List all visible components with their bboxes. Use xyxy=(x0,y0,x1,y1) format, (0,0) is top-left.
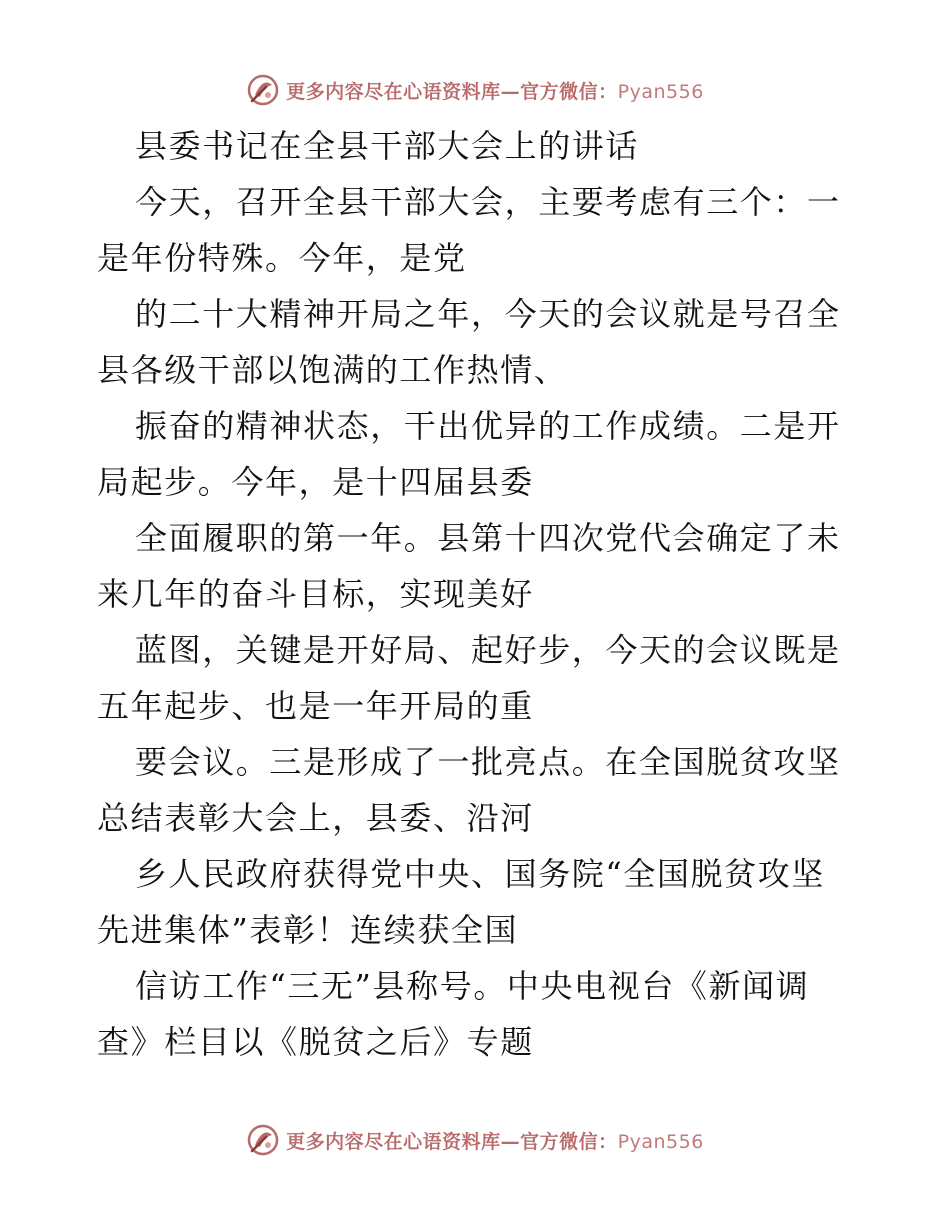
header-banner-text-latin: Pyan556 xyxy=(617,80,704,103)
paragraph-line: 是年份特殊。今年，是党 xyxy=(97,239,467,277)
header-banner-text-cn: 更多内容尽在心语资料库—官方微信： xyxy=(286,80,618,103)
paragraph-line: 的二十大精神开局之年，今天的会议就是号召全 xyxy=(135,295,841,333)
document-body xyxy=(97,118,857,1070)
paragraph-line: 总结表彰大会上，县委、沿河 xyxy=(97,799,534,837)
paragraph-line: 先进集体”表彰！连续获全国 xyxy=(97,911,519,949)
paragraph-line: 乡人民政府获得党中央、国务院“全国脱贫攻坚 xyxy=(135,855,825,893)
paragraph-line: 今天，召开全县干部大会，主要考虑有三个：一 xyxy=(135,183,841,221)
footer-banner-text-cn: 更多内容尽在心语资料库—官方微信： xyxy=(286,1130,618,1153)
logo-icon xyxy=(246,1123,280,1157)
footer-banner-inner xyxy=(246,1123,704,1157)
footer-banner-text xyxy=(286,1127,704,1154)
paragraph-line: 振奋的精神状态，干出优异的工作成绩。二是开 xyxy=(135,407,841,445)
footer-banner-text-latin: Pyan556 xyxy=(617,1130,704,1153)
paragraph-line: 蓝图，关键是开好局、起好步，今天的会议既是 xyxy=(135,631,841,669)
header-banner-inner xyxy=(246,73,704,107)
paragraph-line: 县各级干部以饱满的工作热情、 xyxy=(97,351,568,389)
paragraph-line: 信访工作“三无”县称号。中央电视台《新闻调 xyxy=(135,967,810,1005)
paragraph-line: 五年起步、也是一年开局的重 xyxy=(97,687,534,725)
paragraph-line: 要会议。三是形成了一批亮点。在全国脱贫攻坚 xyxy=(135,743,841,781)
paragraph-line: 全面履职的第一年。县第十四次党代会确定了未 xyxy=(135,519,841,557)
paragraph-line: 来几年的奋斗目标，实现美好 xyxy=(97,575,534,613)
header-banner xyxy=(0,70,950,110)
header-banner-text xyxy=(286,77,704,104)
paragraph-line: 局起步。今年，是十四届县委 xyxy=(97,463,534,501)
footer-banner xyxy=(0,1120,950,1160)
paragraph-line: 查》栏目以《脱贫之后》专题 xyxy=(97,1023,534,1061)
logo-icon xyxy=(246,73,280,107)
document-title: 县委书记在全县干部大会上的讲话 xyxy=(135,127,640,165)
